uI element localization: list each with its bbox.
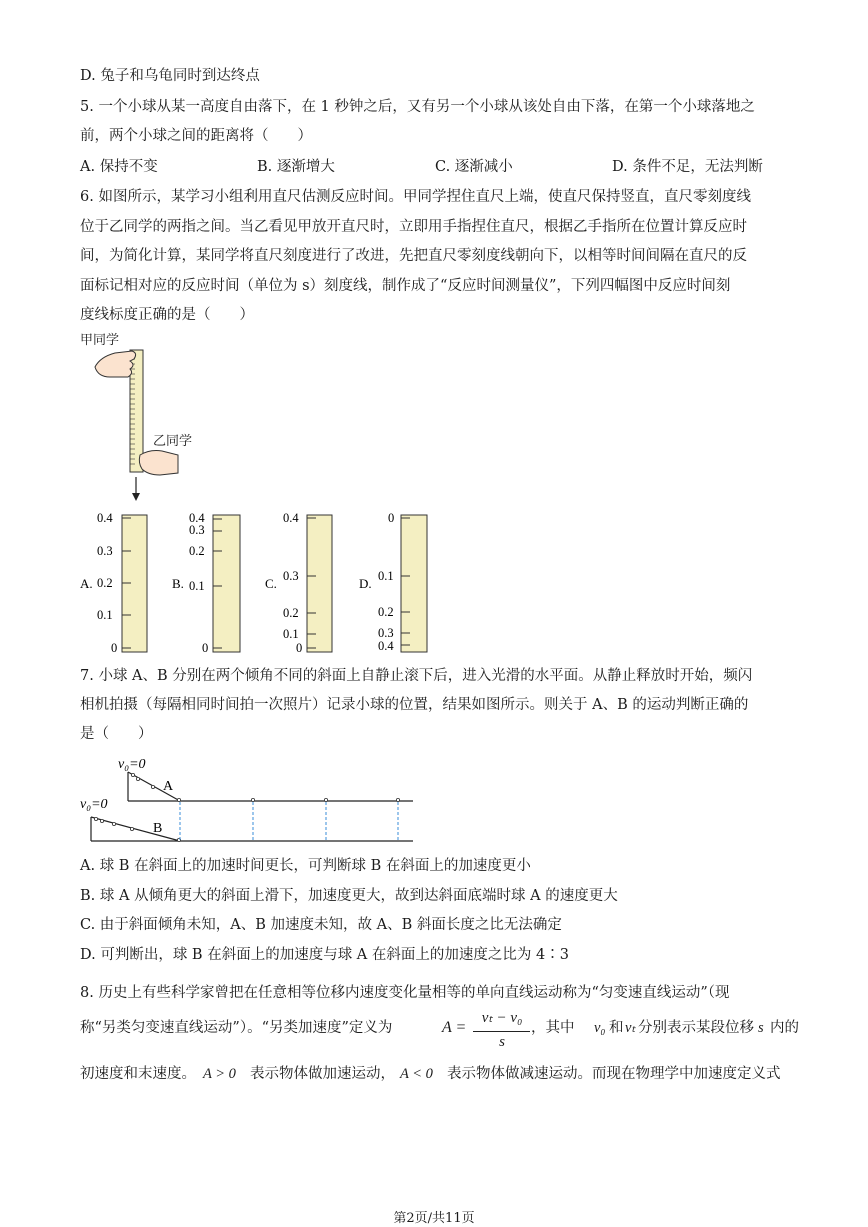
ruler-option-a <box>80 511 147 655</box>
q8-stem-line2c: 和 <box>609 1020 624 1036</box>
q7-option-a: A. 球 B 在斜面上的加速时间更长，可判断球 B 在斜面上的加速度更小 <box>80 858 531 874</box>
ruler-option-b <box>172 511 240 655</box>
ruler-d-tick-2: 0.2 <box>378 605 394 619</box>
q6-stem-line5: 度线标度正确的是（ ） <box>80 307 254 323</box>
ruler-a-tick-1: 0.3 <box>97 544 113 558</box>
q6-stem-line3: 间，为简化计算，某同学将直尺刻度进行了改进，先把直尺零刻度线朝向下，以相等时间间隔在直尺的反 <box>80 248 747 264</box>
q8-stem-line2a: 称“另类匀变速直线运动”）。“另类加速度”定义为 <box>80 1020 393 1036</box>
q5-option-a: A. 保持不变 <box>80 159 158 175</box>
ruler-b-tick-0: 0.4 <box>189 511 205 525</box>
ruler-option-c <box>265 511 332 655</box>
incline-b <box>91 817 413 841</box>
q8-stem-line3a: 初速度和末速度。 <box>80 1066 196 1082</box>
v0-label-b: v₀=0 <box>80 797 108 812</box>
ruler-d-tick-0: 0 <box>388 511 395 525</box>
q7-stem-line2: 相机拍摄（每隔相同时间拍一次照片）记录小球的位置，结果如图所示。则关于 A、B 的运动判断正确的 <box>80 697 749 713</box>
ruler-d-tick-1: 0.1 <box>378 569 394 583</box>
ruler-option-d <box>359 511 427 653</box>
s-symbol: s <box>758 1020 764 1036</box>
page-footer: 第2页/共11页 <box>393 1211 475 1226</box>
q7-option-b: B. 球 A 从倾角更大的斜面上滑下，加速度更大，故到达斜面底端时球 A 的速度更大 <box>80 888 618 904</box>
q5-stem-line2: 前，两个小球之间的距离将（ ） <box>80 128 312 144</box>
q4-option-d: D. 兔子和乌龟同时到达终点 <box>80 68 260 84</box>
ruler-c-tick-4: 0 <box>296 641 303 655</box>
q8-stem-line1: 8. 历史上有些科学家曾把在任意相等位移内速度变化量相等的单向直线运动称为“匀变速直线运动”（现 <box>80 985 730 1001</box>
q5-option-d: D. 条件不足，无法判断 <box>612 159 763 175</box>
ruler-letter-c: C. <box>265 576 277 591</box>
ruler-hands-figure <box>90 345 193 505</box>
cond-negative: A < 0 <box>400 1066 433 1082</box>
formula-lhs: A = <box>442 1019 467 1036</box>
q6-stem-line2: 位于乙同学的两指之间。当乙看见甲放开直尺时，立即用手指捏住直尺，根据乙手指所在位置计算反应时 <box>80 219 747 235</box>
q7-stem-line1: 7. 小球 A、B 分别在两个倾角不同的斜面上自静止滚下后，进入光滑的水平面。从静止释放时开始，频闪 <box>80 668 753 684</box>
q7-option-d: D. 可判断出，球 B 在斜面上的加速度与球 A 在斜面上的加速度之比为 4∶3 <box>80 947 569 963</box>
ruler-options <box>75 508 445 658</box>
ruler-d-tick-4: 0.4 <box>378 639 394 653</box>
ruler-letter-b: B. <box>172 576 184 591</box>
v0-label-a: v₀=0 <box>118 757 146 772</box>
dashed-guides <box>180 802 398 840</box>
label-b: B <box>153 821 163 836</box>
formula-numerator: vₜ − v₀ <box>481 1010 523 1026</box>
q8-stem-line3c: 表示物体做减速运动。而现在物理学中加速度定义式 <box>447 1066 781 1082</box>
q8-stem-line2d: 分别表示某段位移 <box>638 1020 754 1036</box>
ruler-c-tick-3: 0.1 <box>283 627 299 641</box>
q8-stem-line2b: ，其中 <box>531 1020 575 1036</box>
ruler-d-tick-3: 0.3 <box>378 626 394 640</box>
ruler-a-tick-0: 0.4 <box>97 511 113 525</box>
ruler-letter-d: D. <box>359 576 372 591</box>
label-jia: 甲同学 <box>80 333 120 348</box>
ruler-c-tick-1: 0.3 <box>283 569 299 583</box>
q5-option-b: B. 逐渐增大 <box>257 159 335 175</box>
q6-stem-line1: 6. 如图所示，某学习小组利用直尺估测反应时间。甲同学捏住直尺上端，使直尺保持竖直，直尺零刻度线 <box>80 189 751 205</box>
hand-top <box>95 351 136 377</box>
ruler-a-tick-2: 0.2 <box>97 576 113 590</box>
q8-stem-line2e: 内的 <box>770 1020 799 1036</box>
q7-option-c: C. 由于斜面倾角未知，A、B 加速度未知，故 A、B 斜面长度之比无法确定 <box>80 917 562 933</box>
ruler-b-tick-3: 0.1 <box>189 579 205 593</box>
v0-symbol: v₀ <box>594 1020 606 1036</box>
ruler-b-tick-2: 0.2 <box>189 544 205 558</box>
q7-stem-line3: 是（ ） <box>80 726 153 742</box>
q6-stem-line4: 面标记相对应的反应时间（单位为 s）刻度线，制作成了“反应时间测量仪”，下列四幅图中反应时间刻 <box>80 278 731 294</box>
ruler-c-tick-0: 0.4 <box>283 511 299 525</box>
ruler-a-tick-4: 0 <box>111 641 118 655</box>
ruler-c-tick-2: 0.2 <box>283 606 299 620</box>
label-a: A <box>163 779 174 794</box>
ruler-b-tick-1: 0.3 <box>189 523 205 537</box>
hand-bottom <box>139 451 178 476</box>
q5-option-c: C. 逐渐减小 <box>435 159 513 175</box>
label-yi: 乙同学 <box>153 434 193 449</box>
incline-figure <box>78 752 418 848</box>
ruler-b-tick-4: 0 <box>202 641 209 655</box>
q5-stem-line1: 5. 一个小球从某一高度自由落下，在 1 秒钟之后，又有另一个小球从该处自由下落，在第一个小球落地之 <box>80 99 755 115</box>
vt-symbol: vₜ <box>625 1020 636 1036</box>
ruler-a-tick-3: 0.1 <box>97 608 113 622</box>
cond-positive: A > 0 <box>203 1066 236 1082</box>
formula-denominator: s <box>499 1034 505 1050</box>
ruler-letter-a: A. <box>80 576 93 591</box>
q8-stem-line3b: 表示物体做加速运动， <box>250 1066 395 1082</box>
